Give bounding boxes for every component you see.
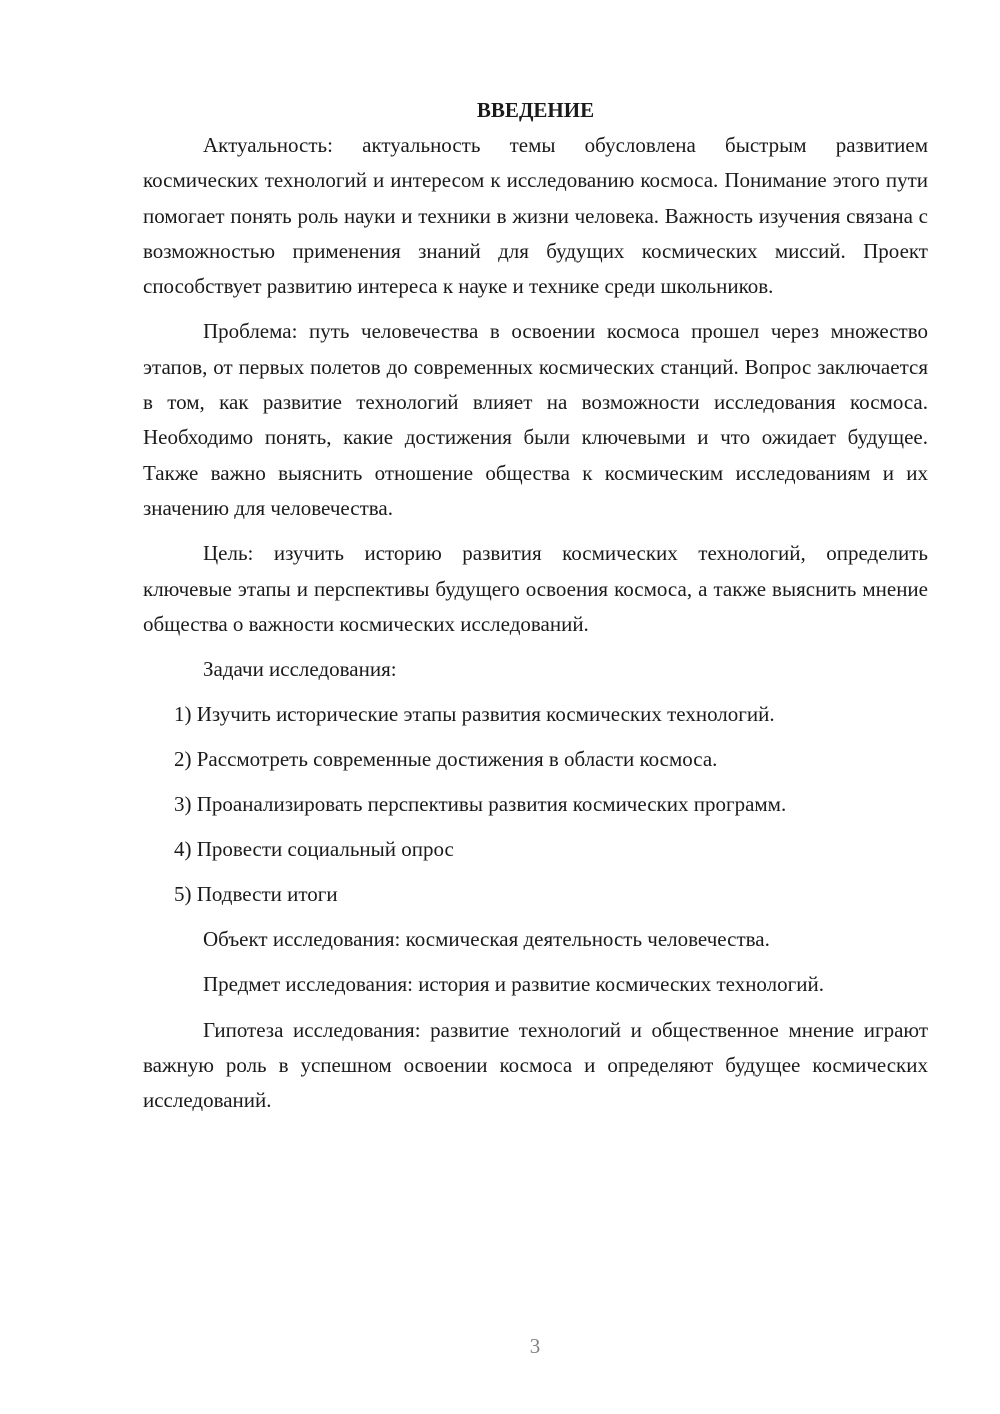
page-title: ВВЕДЕНИЕ [476, 98, 595, 122]
task-item: 3) Проанализировать перспективы развития космических программ. [174, 792, 787, 817]
task-item: 4) Провести социальный опрос [174, 837, 454, 862]
task-item: 5) Подвести итоги [174, 882, 338, 907]
page-content [143, 93, 928, 1129]
tasks-list [143, 697, 928, 912]
tasks-heading: Задачи исследования: [203, 657, 397, 682]
page-number: 3 [529, 1334, 541, 1358]
goal-paragraph: Цель: изучить историю развития космических технологий, определить ключевые этапы и перспективы будущего освоения космоса, а также выяснить мнение общества о важности космических исследований. [143, 541, 928, 636]
problem-paragraph: Проблема: путь человечества в освоении космоса прошел через множество этапов, от первых полетов до современных космических станций. Вопрос заключается в том, как развитие технологий влияет на возможности исследования космоса. Необходимо понять, какие достижения были ключевыми и что ожидает будущее. Также важно выяснить отношение общества к космическим исследованиям и их значению для человечества. [143, 319, 928, 520]
hypothesis-paragraph: Гипотеза исследования: развитие технологий и общественное мнение играют важную роль в успешном освоении космоса и определяют будущее космических исследований. [143, 1017, 928, 1113]
subject-paragraph: Предмет исследования: история и развитие космических технологий. [203, 972, 824, 997]
relevance-paragraph: Актуальность: актуальность темы обусловлена быстрым развитием космических технологий и интересом к исследованию космоса. Понимание этого пути помогает понять роль науки и техники в жизни человека. Важность изучения связана с возможностью применения знаний для будущих космических миссий. Проект способствует развитию интереса к науке и технике среди школьников. [143, 133, 928, 299]
task-item: 1) Изучить исторические этапы развития космических технологий. [174, 702, 775, 727]
task-item: 2) Рассмотреть современные достижения в области космоса. [174, 747, 718, 772]
object-paragraph: Объект исследования: космическая деятельность человечества. [203, 927, 770, 952]
